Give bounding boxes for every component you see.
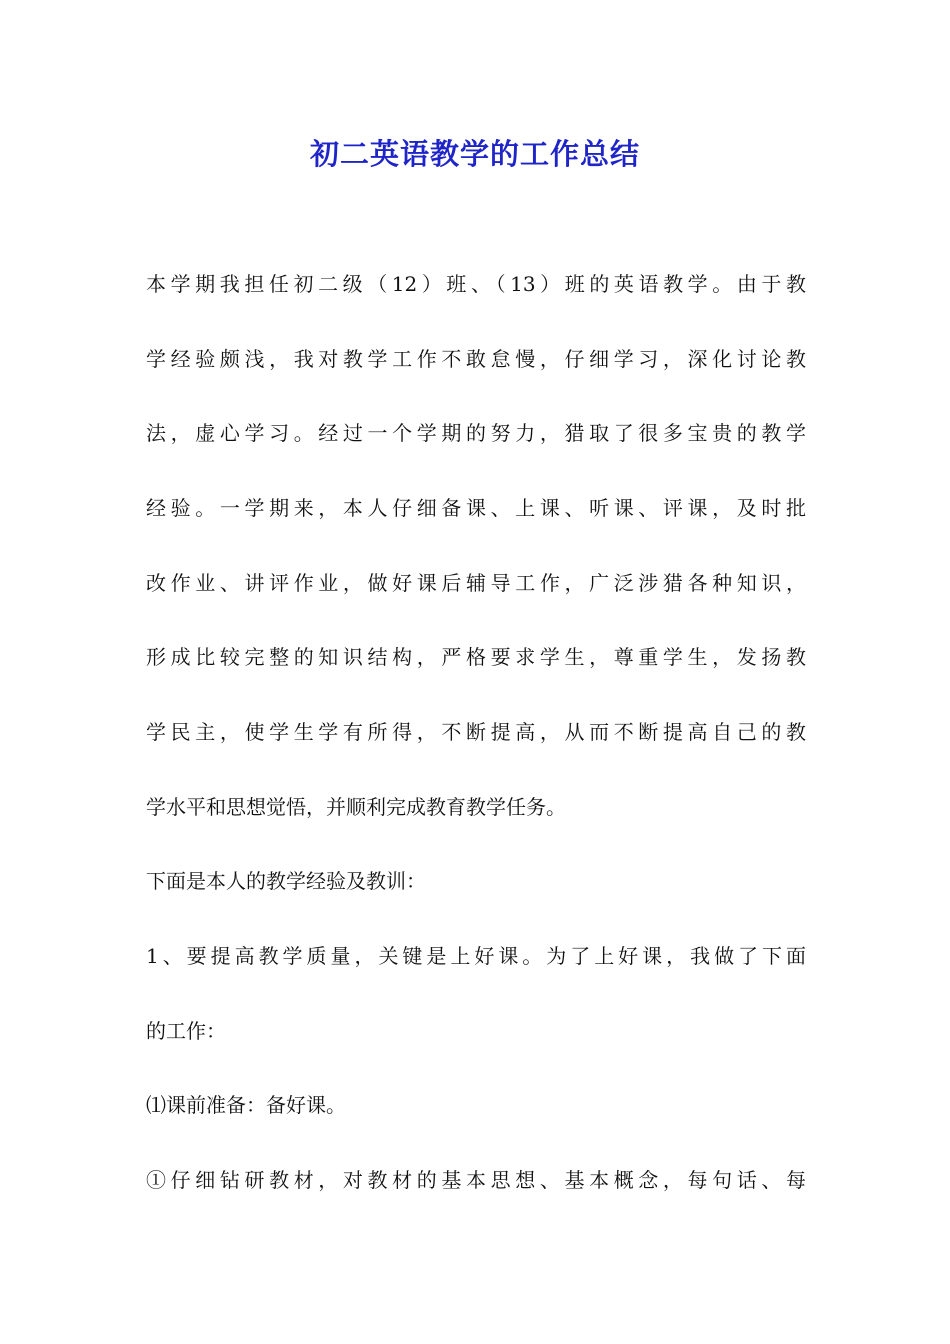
paragraph-line: 1、要提高教学质量，关键是上好课。为了上好课，我做了下面 <box>146 944 806 968</box>
paragraph-line: 本学期我担任初二级（12）班、（13）班的英语教学。由于教 <box>146 272 806 296</box>
paragraph-line: 的工作： <box>146 1019 226 1043</box>
paragraph-line: 经验。一学期来，本人仔细备课、上课、听课、评课，及时批 <box>146 496 806 520</box>
paragraph-line: 改作业、讲评作业，做好课后辅导工作，广泛涉猎各种知识， <box>146 571 806 595</box>
paragraph-line: 学经验颇浅，我对教学工作不敢怠慢，仔细学习，深化讨论教 <box>146 347 806 371</box>
paragraph-line: 学民主，使学生学有所得，不断提高，从而不断提高自己的教 <box>146 720 806 744</box>
page-title: 初二英语教学的工作总结 <box>309 137 640 171</box>
paragraph-line: 形成比较完整的知识结构，严格要求学生，尊重学生，发扬教 <box>146 645 806 669</box>
paragraph-line: ⑴课前准备：备好课。 <box>146 1093 346 1117</box>
paragraph-line: 法，虚心学习。经过一个学期的努力，猎取了很多宝贵的教学 <box>146 421 806 445</box>
paragraph-line: ①仔细钻研教材，对教材的基本思想、基本概念，每句话、每 <box>146 1168 806 1192</box>
paragraph-line: 学水平和思想觉悟，并顺利完成教育教学任务。 <box>146 795 566 819</box>
paragraph-line: 下面是本人的教学经验及教训： <box>146 869 426 893</box>
